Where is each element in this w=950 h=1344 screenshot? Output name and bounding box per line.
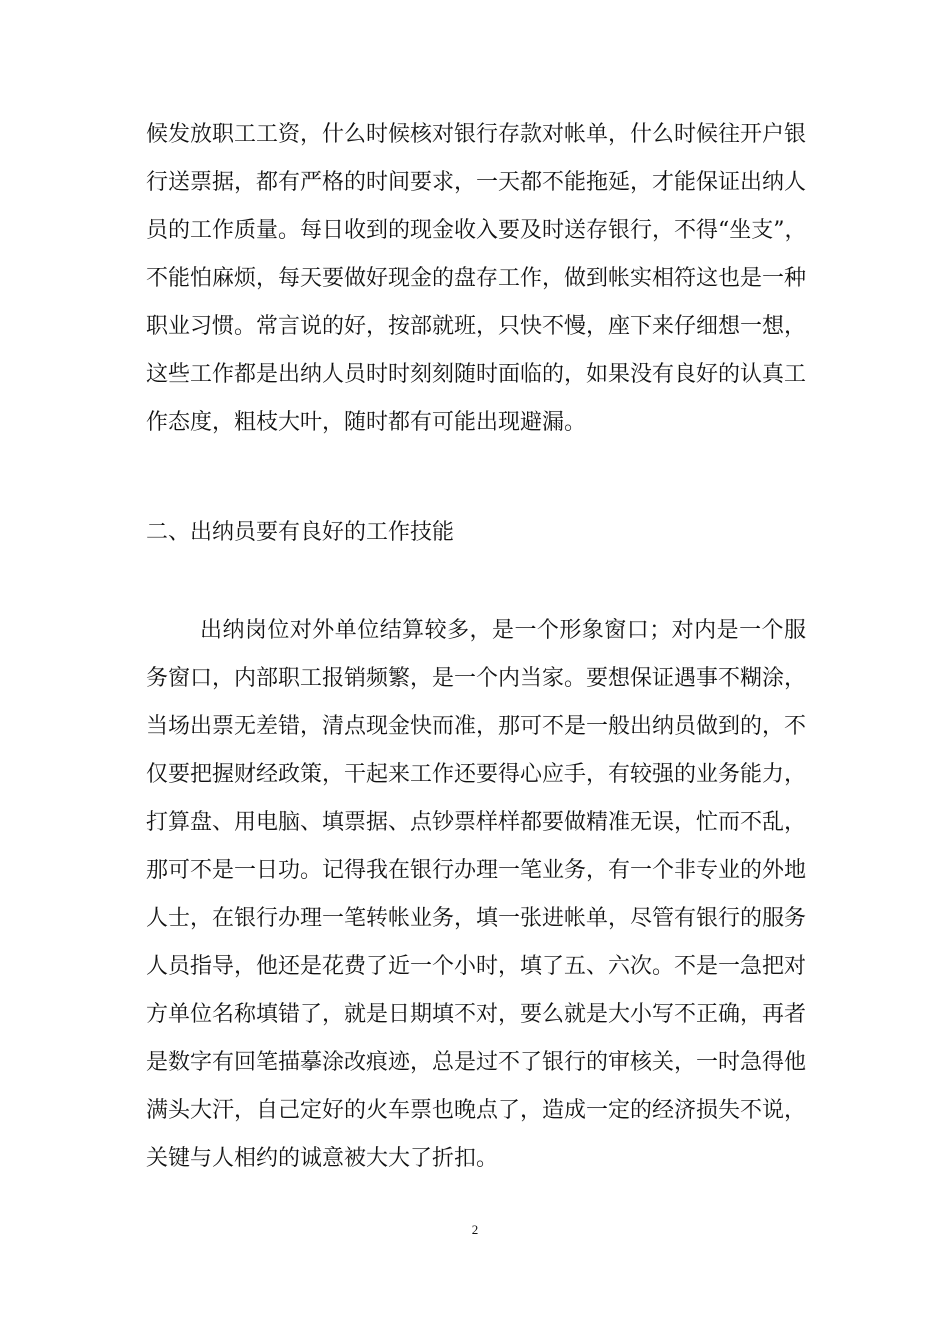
paragraph-1-line: 不能怕麻烦，每天要做好现金的盘存工作，做到帐实相符这也是一种 [146,266,807,291]
paragraph-2-line: 务窗口，内部职工报销频繁，是一个内当家。要想保证遇事不糊涂， [146,666,807,691]
paragraph-1-line: 行送票据，都有严格的时间要求，一天都不能拖延，才能保证出纳人 [146,170,807,195]
paragraph-2-line: 仅要把握财经政策，干起来工作还要得心应手，有较强的业务能力， [146,762,807,787]
paragraph-2-line: 关键与人相约的诚意被大大了折扣。 [146,1146,499,1171]
paragraph-2-line: 当场出票无差错，清点现金快而准，那可不是一般出纳员做到的，不 [146,714,807,739]
paragraph-2-line: 是数字有回笔描摹涂改痕迹，总是过不了银行的审核关，一时急得他 [146,1050,807,1075]
paragraph-2-line: 那可不是一日功。记得我在银行办理一笔业务，有一个非专业的外地 [146,858,807,883]
paragraph-2-line: 人士，在银行办理一笔转帐业务，填一张进帐单，尽管有银行的服务 [146,906,807,931]
section-heading: 二、出纳员要有良好的工作技能 [146,520,455,545]
paragraph-1-line: 职业习惯。常言说的好，按部就班，只快不慢，座下来仔细想一想， [146,314,807,339]
paragraph-2-line: 打算盘、用电脑、填票据、点钞票样样都要做精准无误，忙而不乱， [146,810,807,835]
page-number: 2 [471,1222,479,1237]
paragraph-1-line: 作态度，粗枝大叶，随时都有可能出现避漏。 [146,410,587,435]
paragraph-1-line: 员的工作质量。每日收到的现金收入要及时送存银行，不得“坐支”， [146,218,807,243]
paragraph-2-line: 人员指导，他还是花费了近一个小时，填了五、六次。不是一急把对 [146,954,807,979]
paragraph-2-line: 满头大汗，自己定好的火车票也晚点了，造成一定的经济损失不说， [146,1098,807,1123]
paragraph-2-line: 方单位名称填错了，就是日期填不对，要么就是大小写不正确，再者 [146,1002,807,1027]
paragraph-1-line: 候发放职工工资，什么时候核对银行存款对帐单，什么时候往开户银 [146,122,807,147]
paragraph-2-line: 出纳岗位对外单位结算较多，是一个形象窗口；对内是一个服 [200,618,806,643]
paragraph-1-line: 这些工作都是出纳人员时时刻刻随时面临的，如果没有良好的认真工 [146,362,807,387]
